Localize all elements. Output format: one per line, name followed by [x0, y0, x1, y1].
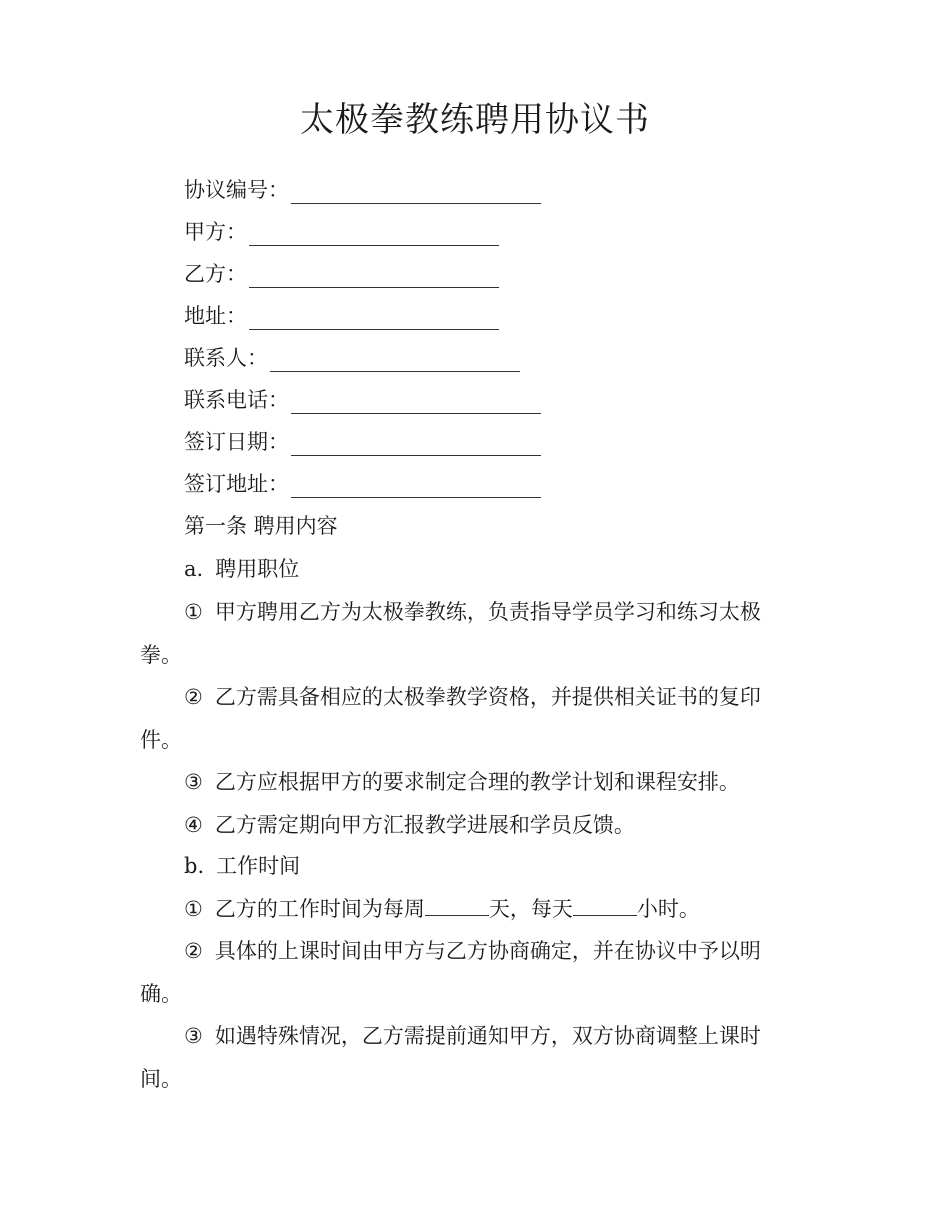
- clause-a3: [184, 768, 740, 796]
- section-marker: a.: [184, 557, 204, 581]
- clause-a2: [184, 683, 761, 711]
- clause-marker: ①: [184, 600, 203, 624]
- field-blank[interactable]: [249, 309, 499, 330]
- clause-text: 小时。: [636, 897, 700, 921]
- clause-b2: [184, 937, 761, 965]
- clause-marker: ②: [184, 939, 203, 963]
- field-agreement-number: [184, 176, 541, 204]
- field-party-a: [184, 218, 499, 246]
- field-blank[interactable]: [249, 225, 499, 246]
- field-blank[interactable]: [291, 183, 541, 204]
- field-label: 乙方：: [184, 262, 247, 286]
- clause-text: 乙方应根据甲方的要求制定合理的教学计划和课程安排。: [214, 770, 740, 794]
- field-blank[interactable]: [249, 267, 499, 288]
- field-blank[interactable]: [291, 477, 541, 498]
- section-b-heading: [184, 852, 300, 880]
- field-contact-phone: [184, 386, 541, 414]
- clause-b2-continuation: 确。: [140, 982, 182, 1006]
- clause-b3-continuation: 间。: [140, 1067, 182, 1091]
- clause-text: 乙方需具备相应的太极拳教学资格，并提供相关证书的复印: [214, 685, 761, 709]
- clause-marker: ④: [184, 813, 203, 837]
- clause-text: 甲方聘用乙方为太极拳教练，负责指导学员学习和练习太极: [214, 600, 761, 624]
- clause-text: 如遇特殊情况，乙方需提前通知甲方，双方协商调整上课时: [214, 1024, 761, 1048]
- clause-b1: [184, 895, 700, 923]
- field-label: 地址：: [184, 304, 247, 328]
- field-label: 签订地址：: [184, 472, 289, 496]
- days-blank[interactable]: [425, 895, 489, 916]
- field-address: [184, 302, 499, 330]
- section-a-heading: [184, 555, 299, 583]
- clause-marker: ①: [184, 897, 203, 921]
- field-label: 协议编号：: [184, 178, 289, 202]
- field-party-b: [184, 260, 499, 288]
- hours-blank[interactable]: [573, 895, 637, 916]
- section-marker: b.: [184, 854, 205, 878]
- field-label: 甲方：: [184, 220, 247, 244]
- section-title: 聘用职位: [215, 557, 300, 581]
- section-title: 工作时间: [216, 854, 301, 878]
- clause-a1-continuation: 拳。: [140, 643, 182, 667]
- field-blank[interactable]: [270, 351, 520, 372]
- field-label: 联系人：: [184, 346, 268, 370]
- field-contact-person: [184, 344, 520, 372]
- field-label: 签订日期：: [184, 430, 289, 454]
- clause-a4: [184, 811, 635, 839]
- field-label: 联系电话：: [184, 388, 289, 412]
- clause-text: 乙方需定期向甲方汇报教学进展和学员反馈。: [214, 813, 635, 837]
- clause-text: 乙方的工作时间为每周: [214, 897, 425, 921]
- clause-marker: ③: [184, 1024, 203, 1048]
- clause-text: 天，每天: [488, 897, 573, 921]
- clause-a1: [184, 598, 761, 626]
- clause-b3: [184, 1022, 761, 1050]
- clause-text: 具体的上课时间由甲方与乙方协商确定，并在协议中予以明: [214, 939, 761, 963]
- article-heading: 第一条 聘用内容: [184, 514, 338, 538]
- clause-a2-continuation: 件。: [140, 728, 182, 752]
- clause-marker: ②: [184, 685, 203, 709]
- field-blank[interactable]: [291, 393, 541, 414]
- field-blank[interactable]: [291, 435, 541, 456]
- document-title: 太极拳教练聘用协议书: [300, 100, 650, 140]
- field-signing-date: [184, 428, 541, 456]
- field-signing-address: [184, 470, 541, 498]
- clause-marker: ③: [184, 770, 203, 794]
